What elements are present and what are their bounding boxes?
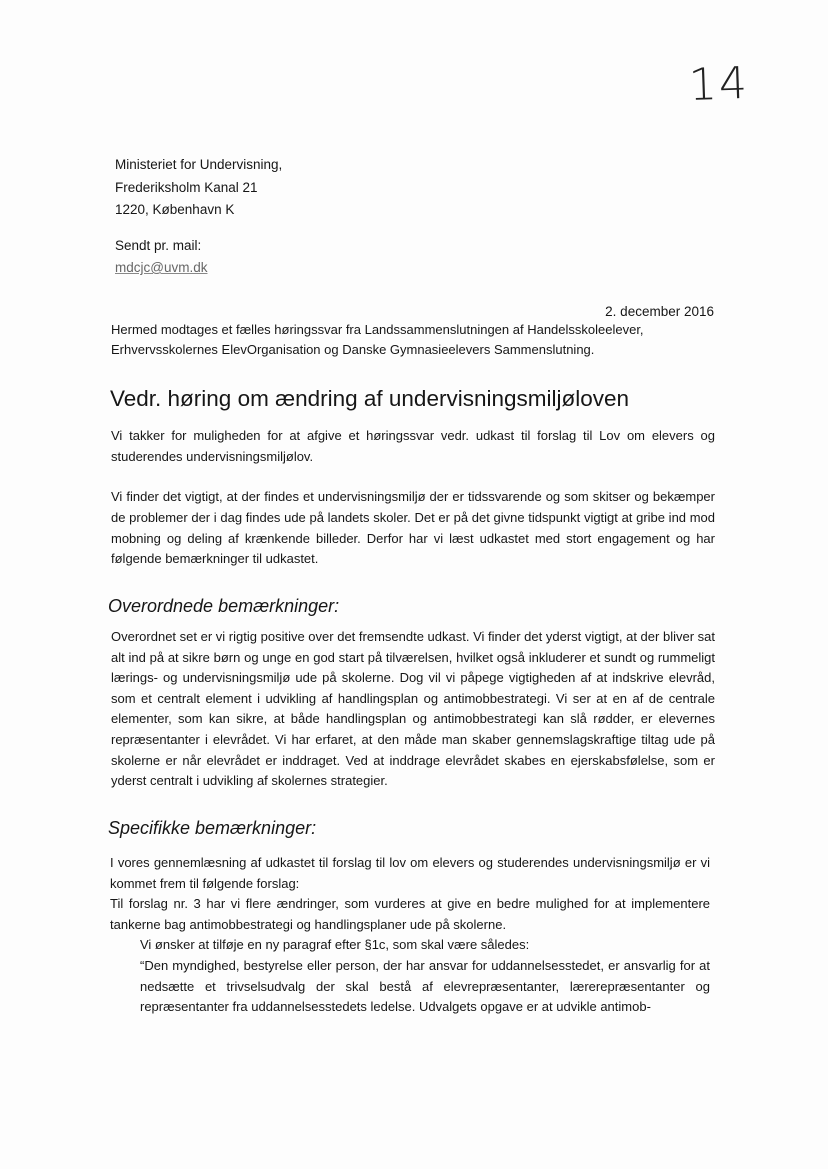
intro-text: Hermed modtages et fælles høringssvar fra Landssammenslutningen af Handelsskoleelever, Erhvervsskolernes ElevOrganisation og Danske Gymnasieelevers Sammenslutning. <box>111 322 644 357</box>
paragraph-importance: Vi finder det vigtigt, at der findes et undervisningsmiljø der er tidssvarende og som skitser og bekæmper de problemer der i dag findes ude på landets skoler. Det er på det givne tidspunkt vigtigt at gribe ind mod mobning og deling af krænkende billeder. Derfor har vi læst udkastet med stort engagement og har følgende bemærkninger til udkastet. <box>111 489 715 567</box>
email-link[interactable]: mdcjc@uvm.dk <box>115 260 208 275</box>
specific-line-2: Til forslag nr. 3 har vi flere ændringer, som vurderes at give en bedre mulighed for at implementere tankerne bag antimobbestrategi og handlingsplaner ude på skolerne. <box>110 896 710 932</box>
recipient-line-1: Ministeriet for Undervisning, <box>115 157 283 172</box>
recipient-line-3: 1220, København K <box>115 202 235 217</box>
sent-label: Sendt pr. mail: <box>115 238 202 253</box>
section-heading-general: Overordnede bemærkninger: <box>108 596 340 616</box>
recipient-line-2: Frederiksholm Kanal 21 <box>115 179 258 195</box>
specific-remarks <box>110 853 710 1018</box>
proposed-paragraph-quote: “Den myndighed, bestyrelse eller person, der har ansvar for uddannelsesstedet, er ansvarlig for at nedsætte et trivselsudvalg der skal bestå af elevrepræsentanter, lærerepræsentanter og repræsentanter fra uddannelsesstedets ledelse. Udvalgets opgave er at udvikle antimob- <box>140 957 710 1015</box>
handwritten-page-number: 14 <box>688 57 750 111</box>
recipient-address <box>115 154 282 222</box>
specific-line-1: I vores gennemlæsning af udkastet til forslag til lov om elevers og studerendes undervisningsmiljø er vi kommet frem til følgende forslag: <box>110 855 710 891</box>
letter-date: 2. december 2016 <box>605 304 714 319</box>
paragraph-thanks: Vi takker for muligheden for at afgive et høringssvar vedr. udkast til forslag til Lov om elevers og studerendes undervisningsmiljølov. <box>111 428 715 464</box>
paragraph-general-remarks: Overordnet set er vi rigtig positive over det fremsendte udkast. Vi finder det yderst vigtigt, at der bliver sat alt ind på at sikre børn og unge en god start på tilværelsen, hvilket også inkluderer et sundt og rummeligt lærings- og undervisningsmiljø ude på skolerne. Dog vil vi påpege vigtigheden af at indskrive elevråd, som et centralt element i udvikling af handlingsplan og antimobbestrategi. Vi ser at en af de centrale elementer, som kan sikre, at både handlingsplan og antimobbestrategi kan slå rødder, er elevernes repræsentanter i elevrådet. Vi har erfaret, at den måde man skaber gennemslagskraftige tiltag ude på skolerne er når elevrådet er inddraget. Ved at inddrage elevrådet skabes en ejerskabsfølelse, som er yderst centralt i udvikling af skolernes strategier. <box>111 629 715 789</box>
document-title: Vedr. høring om ændring af undervisningsmiljøloven <box>110 386 630 411</box>
specific-line-3: Vi ønsker at tilføje en ny paragraf efter §1c, som skal være således: <box>140 937 530 953</box>
section-heading-specific: Specifikke bemærkninger: <box>108 818 317 838</box>
sent-by-mail-block <box>115 235 207 279</box>
